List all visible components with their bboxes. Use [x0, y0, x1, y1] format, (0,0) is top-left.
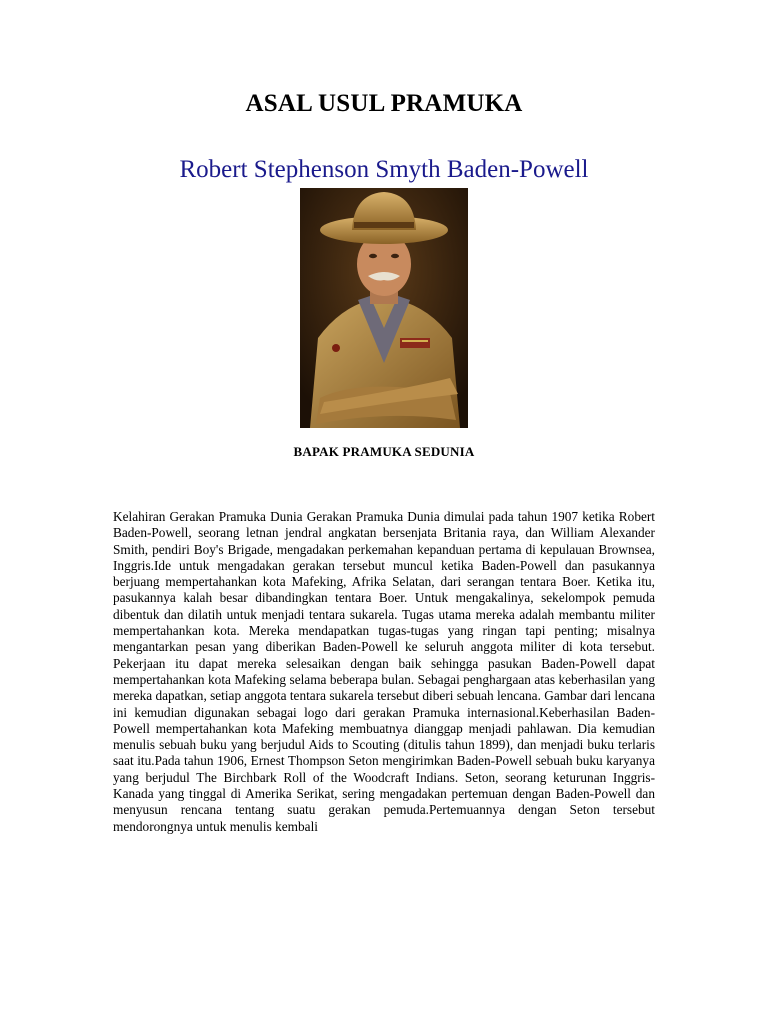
portrait-image [300, 188, 468, 428]
page-title: ASAL USUL PRAMUKA [245, 90, 523, 117]
body-paragraph: Kelahiran Gerakan Pramuka Dunia Gerakan Pramuka Dunia dimulai pada tahun 1907 ketika Robert Baden-Powell, seorang letnan jendral angkatan bersenjata Britania raya, dan William Alexander Smith, pendiri Boy's Brigade, mengadakan perkemahan kepanduan pertama di kepulauan Brownsea, Inggris.Ide untuk mengadakan gerakan tersebut muncul ketika Baden-Powell dan pasukannya berjuang mempertahankan kota Mafeking, Afrika Selatan, dari serangan tentara Boer. Ketika itu, pasukannya kalah besar dibandingkan tentara Boer. Untuk mengakalinya, sekelompok pemuda dibentuk dan dilatih untuk menjadi tentara sukarela. Tugas utama mereka adalah membantu militer mempertahankan kota. Mereka mendapatkan tugas-tugas yang ringan tapi penting; misalnya mengantarkan pesan yang diberikan Baden-Powell ke seluruh anggota militer di kota tersebut. Pekerjaan itu dapat mereka selesaikan dengan baik sehingga pasukan Baden-Powell dapat mempertahankan kota Mafeking selama beberapa bulan. Sebagai penghargaan atas keberhasilan yang mereka dapatkan, setiap anggota tentara sukarela tersebut diberi sebuah lencana. Gambar dari lencana ini kemudian digunakan sebagai logo dari gerakan Pramuka internasional.Keberhasilan Baden-Powell mempertahankan kota Mafeking membuatnya dianggap menjadi pahlawan. Dia kemudian menulis sebuah buku yang berjudul Aids to Scouting (ditulis tahun 1899), dan menjadi buku terlaris saat itu.Pada tahun 1906, Ernest Thompson Seton mengirimkan Baden-Powell sebuah buku karyanya yang berjudul The Birchbark Roll of the Woodcraft Indians. Seton, seorang keturunan Inggris-Kanada yang tinggal di Amerika Serikat, sering mengadakan pertemuan dengan Baden-Powell dan menyusun rencana tentang suatu gerakan pemuda.Pertemuannya dengan Seton tersebut mendorongnya untuk menulis kembali [113, 509, 655, 834]
portrait-caption: BAPAK PRAMUKA SEDUNIA [293, 444, 475, 459]
subtitle-name: Robert Stephenson Smyth Baden-Powell [179, 156, 589, 183]
